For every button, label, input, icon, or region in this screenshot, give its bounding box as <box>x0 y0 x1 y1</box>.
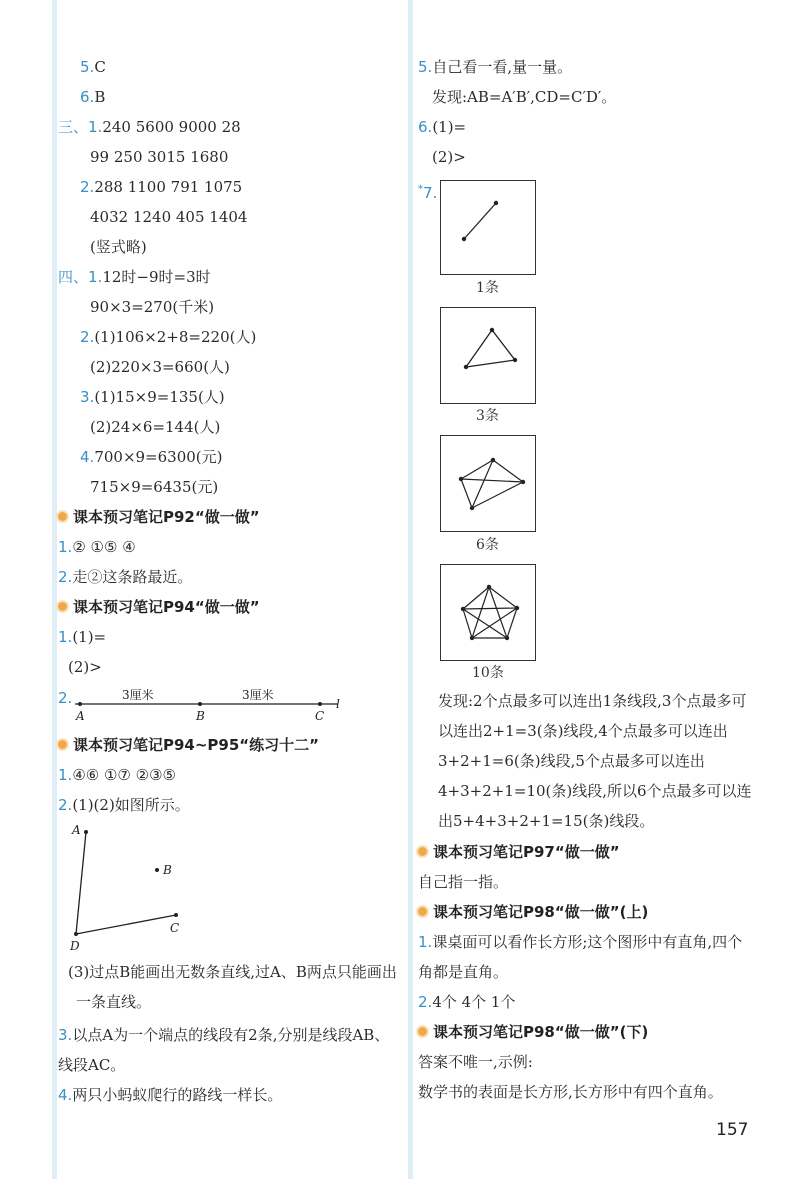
figure-three-points-svg <box>441 308 535 403</box>
answer-line: 2.(1)(2)如图所示。 <box>58 796 190 814</box>
point-a <box>84 830 88 834</box>
figure-three-points <box>440 307 536 404</box>
answer-line: 1.② ①⑤ ④ <box>58 538 136 556</box>
answer-line: (2)24×6=144(人) <box>90 418 221 436</box>
answer-line: 2.288 1100 791 1075 <box>80 178 243 196</box>
label-a: A <box>76 709 85 723</box>
answer-line: 4.两只小蚂蚁爬行的路线一样长。 <box>58 1086 283 1104</box>
bullet-icon <box>418 907 427 916</box>
figure-caption: 6条 <box>476 537 499 553</box>
answer-line: 1.④⑥ ①⑦ ②③⑤ <box>58 766 176 784</box>
points-figure <box>62 820 202 955</box>
answer-line: 答案不唯一,示例: <box>418 1053 533 1071</box>
section-header: 课本预习笔记P98“做一做”(上) <box>418 902 648 922</box>
section-header: 课本预习笔记P92“做一做” <box>58 507 260 527</box>
section-header: 课本预习笔记P94~P95“练习十二” <box>58 735 319 755</box>
figure-two-points <box>440 180 536 275</box>
point-b <box>198 702 202 706</box>
figure-four-points <box>440 435 536 532</box>
answer-line: 发现:AB=A′B′,CD=C′D′。 <box>432 88 617 106</box>
point-b <box>155 868 159 872</box>
figure-caption: 1条 <box>476 280 499 296</box>
figure-caption: 3条 <box>476 408 499 424</box>
segment-ad <box>76 832 86 934</box>
segment-figure <box>70 684 350 724</box>
section-header: 课本预习笔记P97“做一做” <box>418 842 620 862</box>
answer-line: (2)> <box>68 658 102 676</box>
label-d: D <box>70 939 80 953</box>
segment-dc <box>76 915 176 934</box>
bullet-icon <box>58 512 67 521</box>
section-header: 课本预习笔记P94“做一做” <box>58 597 260 617</box>
point-c <box>318 702 322 706</box>
answer-line: 1.(1)= <box>58 628 107 646</box>
answer-line: 715×9=6435(元) <box>90 478 219 496</box>
left-margin-stripe <box>52 0 57 1179</box>
page-number: 157 <box>716 1120 749 1140</box>
answer-line: 4.700×9=6300(元) <box>80 448 223 466</box>
figure-four-points-svg <box>441 436 535 531</box>
answer-line: 2.(1)106×2+8=220(人) <box>80 328 257 346</box>
label-l: l <box>336 697 340 711</box>
label-c: C <box>315 709 325 723</box>
segment-label-ab: 3厘米 <box>122 688 154 702</box>
label-b: B <box>163 863 172 877</box>
section-header: 课本预习笔记P98“做一做”(下) <box>418 1022 648 1042</box>
answer-line: 99 250 3015 1680 <box>90 148 229 166</box>
answer-paragraph: 3.以点A为一个端点的线段有2条,分别是线段AB、线段AC。 <box>58 1026 390 1074</box>
point-c <box>174 913 178 917</box>
figure-five-points-svg <box>441 565 535 660</box>
right-margin-stripe <box>408 0 413 1179</box>
bullet-icon <box>418 847 427 856</box>
bullet-icon <box>418 1027 427 1036</box>
answer-line: *7. <box>418 184 438 202</box>
finding-paragraph: 发现:2个点最多可以连出1条线段,3个点最多可以连出2+1=3(条)线段,4个点最多可以连出3+2+1=6(条)线段,5个点最多可以连出4+3+2+1=10(条)线段,所以6个点最多可以连出5+4+3+2+1=15(条)线段。 <box>438 692 752 830</box>
answer-line: 4032 1240 405 1404 <box>90 208 248 226</box>
answer-line: (2)> <box>432 148 466 166</box>
answer-line: 6.B <box>80 88 106 106</box>
answer-line: 2. <box>58 689 73 707</box>
answer-line: (2)220×3=660(人) <box>90 358 230 376</box>
segment-label-bc: 3厘米 <box>242 688 274 702</box>
answer-line: 5.C <box>80 58 106 76</box>
label-a: A <box>72 823 81 837</box>
figure-two-points-svg <box>441 181 535 274</box>
answer-line: 6.(1)= <box>418 118 467 136</box>
point-d <box>74 932 78 936</box>
answer-line: 2.走②这条路最近。 <box>58 568 193 586</box>
answer-line: 5.自己看一看,量一量。 <box>418 58 573 76</box>
label-b: B <box>196 709 205 723</box>
answer-paragraph: 1.课桌面可以看作长方形;这个图形中有直角,四个角都是直角。 <box>418 933 743 981</box>
figure-caption: 10条 <box>472 665 504 681</box>
answer-line: 三、1.240 5600 9000 28 <box>58 118 241 136</box>
bullet-icon <box>58 602 67 611</box>
answer-line: 90×3=270(千米) <box>90 298 215 316</box>
figure-five-points <box>440 564 536 661</box>
answer-line: (竖式略) <box>90 238 147 256</box>
label-c: C <box>170 921 180 935</box>
answer-line: 自己指一指。 <box>418 873 509 891</box>
answer-line: 2.4个 4个 1个 <box>418 993 516 1011</box>
answer-line: 四、1.12时−9时=3时 <box>58 268 211 286</box>
point-a <box>78 702 82 706</box>
answer-line: 数学书的表面是长方形,长方形中有四个直角。 <box>418 1083 723 1101</box>
bullet-icon <box>58 740 67 749</box>
answer-paragraph: (3)过点B能画出无数条直线,过A、B两点只能画出一条直线。 <box>68 963 397 1011</box>
answer-line: 3.(1)15×9=135(人) <box>80 388 225 406</box>
